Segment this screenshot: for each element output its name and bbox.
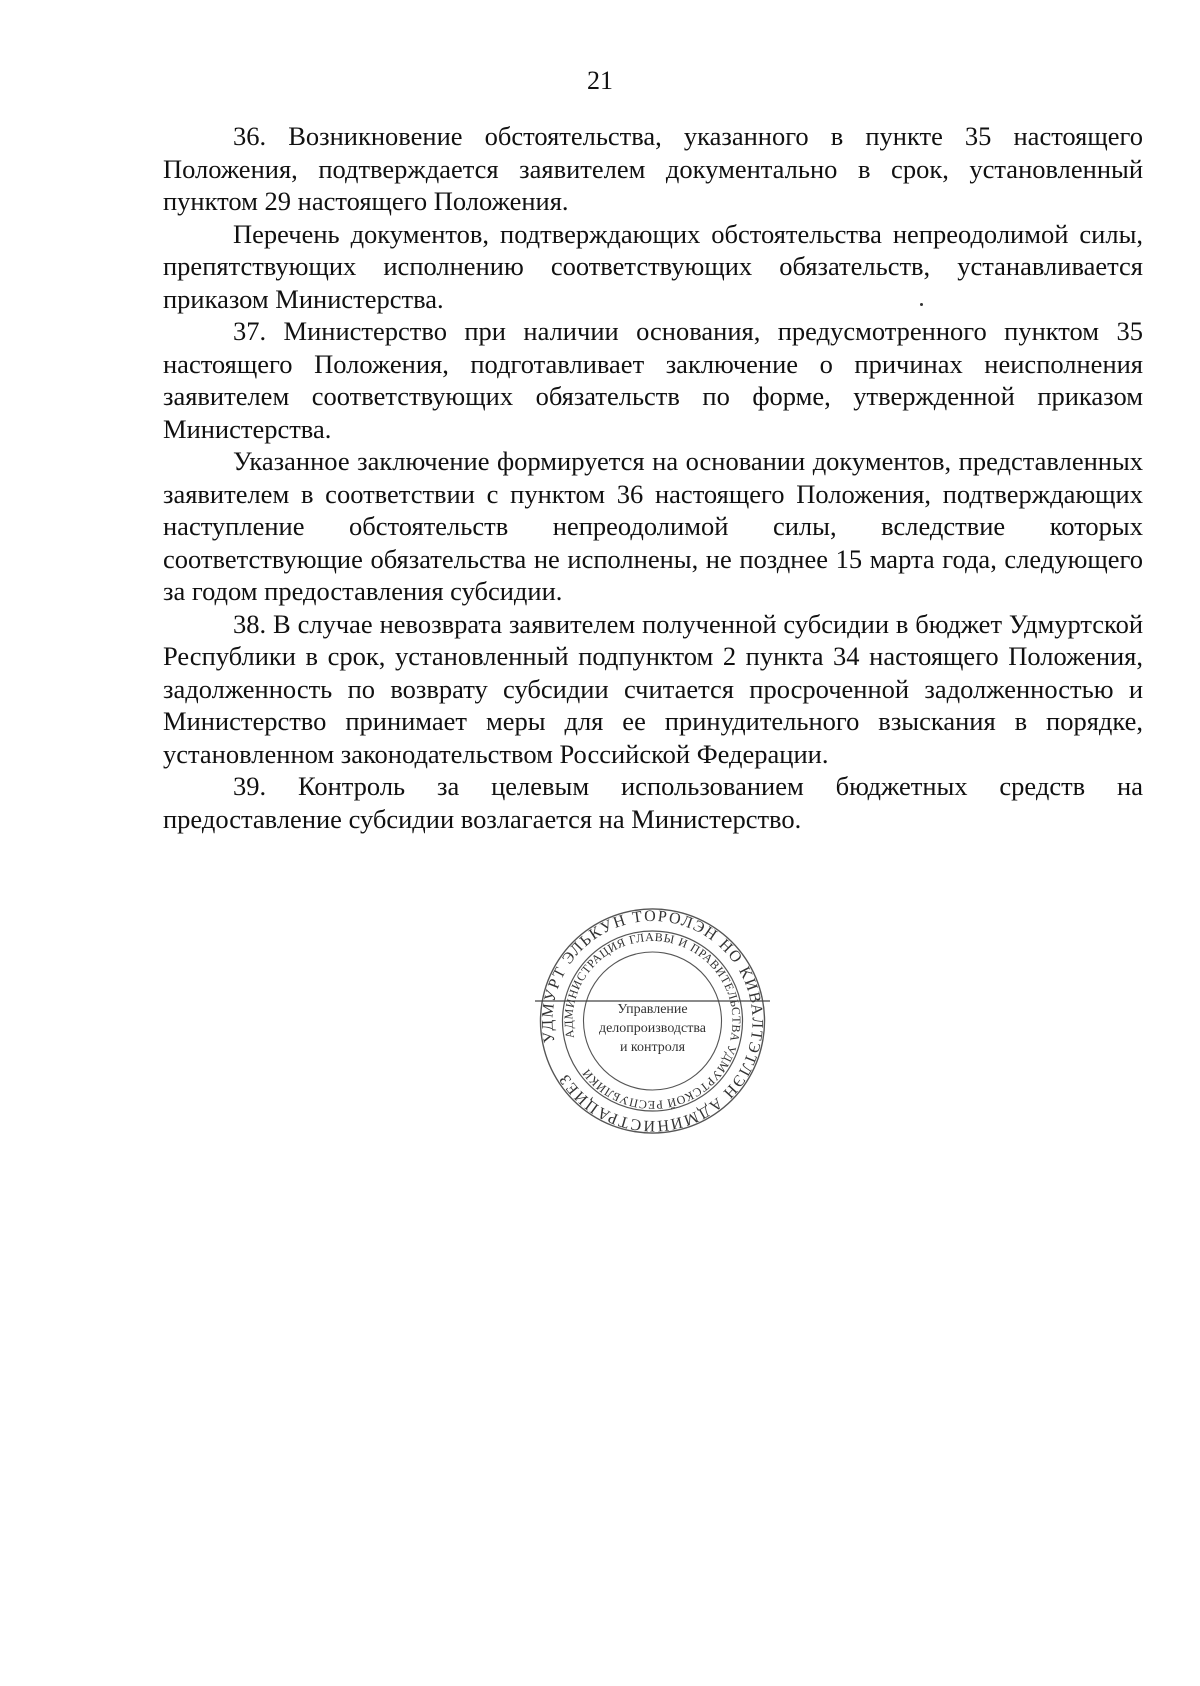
stamp-center-line-2: делопроизводства <box>598 1021 707 1036</box>
paragraph-38: 38. В случае невозврата заявителем полученной субсидии в бюджет Удмуртской Республики в срок, установленный подпунктом 2 пункта 34 настоящего Положения, задолженность по возврату субсидии считается просроченной задолженностью и Министерство принимает меры для ее принудительного взыскания в порядке, установленном законодательством Российской Федерации. <box>163 608 1143 769</box>
page-number: 21 <box>587 66 613 95</box>
paragraph-39: 39. Контроль за целевым использованием бюджетных средств на предоставление субсидии возлагается на Министерство. <box>163 771 1143 834</box>
paragraph-36: 36. Возникновение обстоятельства, указанного в пункте 35 настоящего Положения, подтверждается заявителем документально в срок, установленный пунктом 29 настоящего Положения. <box>163 121 1143 216</box>
official-stamp <box>535 905 770 1137</box>
document-body <box>163 120 1143 835</box>
scan-speck <box>920 303 923 306</box>
stamp-graphic <box>535 905 770 1137</box>
paragraph-36-list: Перечень документов, подтверждающих обстоятельства непреодолимой силы, препятствующих исполнению соответствующих обязательств, устанавливается приказом Министерства. <box>163 218 1143 314</box>
stamp-center-line-3: и контроля <box>619 1040 686 1055</box>
stamp-outer-text: УДМУРТ ЭЛЬКУН ТОРОЛЭН НО КИВАЛТЭТЛЭН АДМИНИСТРАЦИЕЗ <box>539 907 766 1135</box>
stamp-center-line-1: Управление <box>617 1002 688 1017</box>
paragraph-37-conclusion: Указанное заключение формируется на основании документов, представленных заявителем в соответствии с пунктом 36 настоящего Положения, подтверждающих наступление обстоятельств непреодолимой силы, вследствие которых соответствующие обязательства не исполнены, не позднее 15 марта года, следующего за годом предоставления субсидии. <box>163 446 1143 606</box>
stamp-inner-text: АДМИНИСТРАЦИЯ ГЛАВЫ И ПРАВИТЕЛЬСТВА УДМУРТСКОЙ РЕСПУБЛИКИ <box>561 929 744 1113</box>
paragraph-37: 37. Министерство при наличии основания, предусмотренного пунктом 35 настоящего Положения, подготавливает заключение о причинах неисполнения заявителем соответствующих обязательств по форме, утвержденной приказом Министерства. <box>163 316 1143 444</box>
